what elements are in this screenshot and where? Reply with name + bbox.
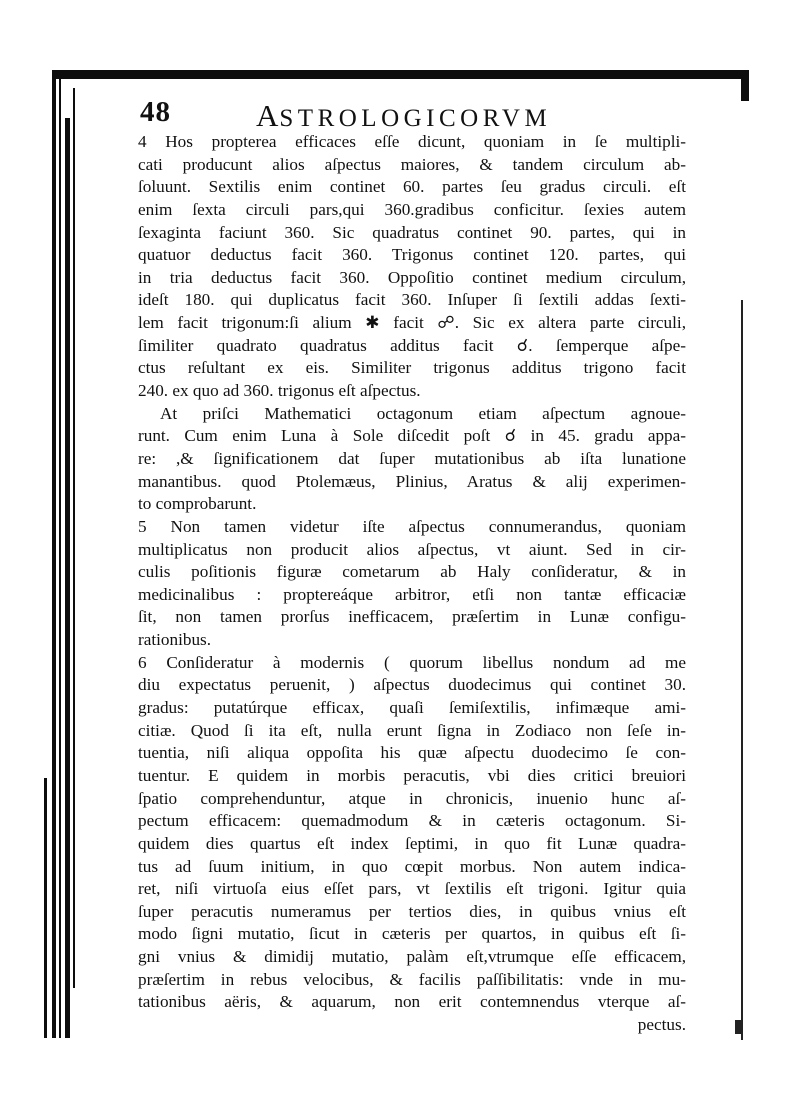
text-line: ſit, non tamen prorſus inefficacem, præſertim in Lunæ configu- xyxy=(138,607,686,627)
text-line: in tria deductus facit 360. Oppoſitio continet medium circulum, xyxy=(138,267,686,287)
text-line: tuentur. E quidem in morbis peracutis, vbi dies critici breuiori xyxy=(138,765,686,785)
text-line: medicinalibus : proptereáque arbitror, etſi non tantæ efficaciæ xyxy=(138,584,686,604)
text-line: lem facit trigonum:ſi alium ✱ facit ☍. Sic ex altera parte circuli, xyxy=(138,313,686,333)
text-line: tationibus aëris, & aquarum, non erit contemnendus vterque aſ- xyxy=(138,992,686,1012)
text-line: ctus reſultant ex eis. Similiter trigonus additus trigono facit xyxy=(138,358,686,378)
text-line: 5 Non tamen videtur iſte aſpectus connumerandus, quoniam xyxy=(138,516,686,536)
page-number: 48 xyxy=(140,96,171,128)
text-line: 4 Hos propterea efficaces eſſe dicunt, quoniam in ſe multipli- xyxy=(138,132,686,151)
text-line: enim ſexta circuli pars,qui 360.gradibus conficitur. ſexies autem xyxy=(138,199,686,219)
text-line: præſertim in rebus velocibus, & facilis paſſibilitatis: vnde in mu- xyxy=(138,969,686,989)
text-line: rationibus. xyxy=(138,630,212,650)
text-line: 240. ex quo ad 360. trigonus eſt aſpectus. xyxy=(138,381,421,401)
text-line: ſpatio comprehenduntur, atque in chronicis, inuenio hunc aſ- xyxy=(138,788,686,808)
text-line: ſimiliter quadrato quadratus additus facit ☌. ſemperque aſpe- xyxy=(138,335,686,355)
binding-line xyxy=(44,778,47,1038)
page-top-border xyxy=(52,70,749,79)
page-right-edge-mark xyxy=(735,1020,743,1034)
text-line: tus ad ſuum initium, in quo cœpit morbus. Non autem indica- xyxy=(138,856,686,876)
text-line: diu expectatus peruenit, ) aſpectus duodecimus qui continet 30. xyxy=(138,675,686,695)
text-line: 6 Conſideratur à modernis ( quorum libellus nondum ad me xyxy=(138,652,686,672)
binding-line xyxy=(52,78,56,1038)
text-line: culis poſitionis figuræ cometarum ab Haly conſideratur, & in xyxy=(138,562,686,582)
text-line: tuentia, niſi aliqua oppoſita his quæ aſpectu duodecimo ſe con- xyxy=(138,743,686,763)
text-line: ſoluunt. Sextilis enim continet 60. partes ſeu gradus circuli. eſt xyxy=(138,177,686,197)
text-line: gradus: putatúrque efficax, quaſi ſemiſextilis, infimæque ami- xyxy=(138,698,686,718)
binding-line xyxy=(59,78,61,1038)
text-line: to comprobarunt. xyxy=(138,494,257,514)
text-line: quatuor deductus facit 360. Trigonus continet 120. partes, qui xyxy=(138,245,686,265)
page-corner-border xyxy=(741,70,749,101)
page-right-edge xyxy=(741,300,743,1040)
text-line: ſexaginta faciunt 360. Sic quadratus continet 90. partes, qui in xyxy=(138,222,686,242)
text-line: ſuper peracutis numeramus per tertios dies, in quibus vnius eſt xyxy=(138,901,686,921)
text-line: multiplicatus non producit alios aſpectus, vt aiunt. Sed in cir- xyxy=(138,539,686,559)
text-line: At priſci Mathematici octagonum etiam aſpectum agnoue- xyxy=(160,403,686,423)
binding-line xyxy=(65,118,70,1038)
running-head-initial: A xyxy=(256,98,280,133)
text-line: gni vnius & dimidij mutatio, palàm eſt,vtrumque eſſe efficacem, xyxy=(138,947,686,967)
text-line: ideſt 180. qui duplicatus facit 360. Inſuper ſi ſextili addas ſexti- xyxy=(138,290,686,310)
text-line: runt. Cum enim Luna à Sole diſcedit poſt ☌ in 45. gradu appa- xyxy=(138,426,686,446)
body-text xyxy=(138,131,686,1037)
text-line: quidem dies quartus eſt index ſeptimi, in quo fit Lunæ quadra- xyxy=(138,833,686,853)
binding-line xyxy=(73,88,75,988)
text-line: cati producunt alios aſpectus maiores, & tandem circulum ab- xyxy=(138,154,686,174)
text-line: modo ſigni mutatio, ſicut in cæteris per quartos, in quibus eſt ſi- xyxy=(138,924,686,944)
text-line: ret, niſi virtuoſa eius eſſet pars, vt ſextilis eſt trigoni. Igitur quia xyxy=(138,879,686,899)
text-line: pectum efficacem: quemadmodum & in cæteris octagonum. Si- xyxy=(138,811,686,831)
running-head xyxy=(256,98,551,134)
text-line: pectus. xyxy=(637,1014,686,1034)
running-head-rest: STROLOGICORVM xyxy=(279,105,552,132)
text-line: manantibus. quod Ptolemæus, Plinius, Aratus & alij experimen- xyxy=(138,471,686,491)
text-line: re: ,& ſignificationem dat ſuper mutationibus ab iſta lunatione xyxy=(138,448,686,468)
book-binding-edge xyxy=(36,78,76,1038)
text-line: citiæ. Quod ſi ita eſt, nulla erunt ſigna in Zodiaco non ſeſe in- xyxy=(138,720,686,740)
